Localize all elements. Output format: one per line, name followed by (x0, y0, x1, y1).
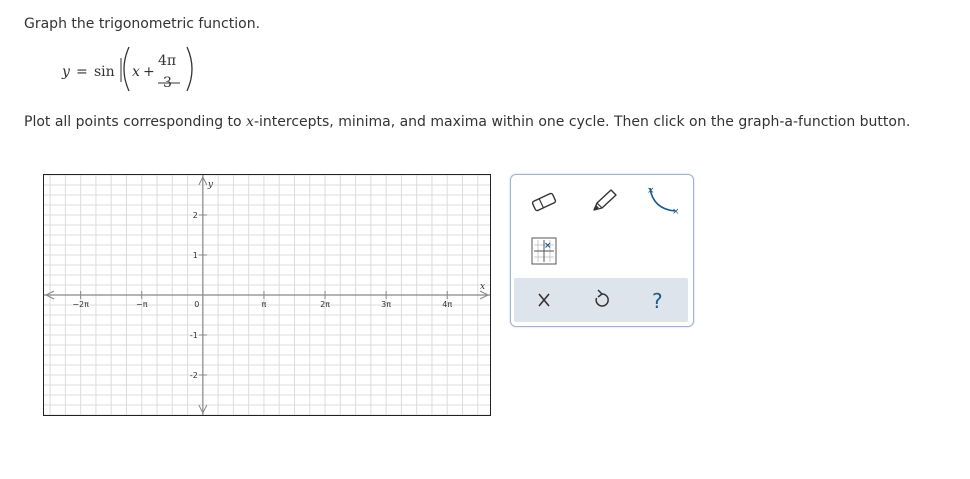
graph-toolbar (510, 174, 694, 327)
x-tick-label: 3π (381, 300, 392, 309)
fraction-bar (158, 72, 180, 74)
svg-text:×: × (647, 186, 655, 196)
y-axis-label: y (207, 180, 213, 190)
x-tick-label: −π (135, 300, 148, 309)
equation-var: x (132, 64, 140, 80)
svg-text:×: × (544, 241, 552, 251)
equation (62, 50, 222, 100)
svg-text:×: × (672, 207, 680, 217)
plot-instruction: Plot all points corresponding to x-intercepts, minima, and maxima within one cycle. Then click on the graph-a-function button. (24, 114, 911, 130)
x-tick-label: 4π (442, 300, 453, 309)
eraser-icon[interactable] (529, 191, 559, 213)
equation-func: sin (94, 64, 115, 80)
action-bar (514, 278, 688, 322)
x-tick-label: −2π (72, 300, 89, 309)
equation-plus: + (143, 64, 155, 80)
y-tick-label: 2 (192, 211, 198, 220)
fraction-denominator: 3 (163, 75, 172, 91)
y-tick-label: -2 (189, 371, 198, 380)
point-plot-icon[interactable] (531, 237, 557, 265)
y-tick-label: 1 (192, 251, 198, 260)
svg-text:?: ? (652, 289, 663, 313)
graph-canvas[interactable] (43, 174, 491, 416)
left-paren-icon (118, 44, 132, 98)
y-tick-label: -1 (189, 331, 198, 340)
clear-button[interactable] (525, 284, 565, 316)
equation-equals: = (76, 64, 88, 80)
question-title: Graph the trigonometric function. (24, 16, 261, 32)
curve-icon[interactable] (645, 183, 681, 217)
right-paren-icon (184, 44, 198, 98)
undo-button[interactable] (582, 284, 622, 316)
x-tick-label: 0 (194, 300, 200, 309)
pencil-icon[interactable] (589, 187, 619, 215)
equation-lhs: y (62, 64, 70, 80)
x-tick-label: 2π (320, 300, 330, 309)
fraction-numerator: 4π (158, 53, 177, 69)
help-button[interactable] (638, 284, 678, 316)
graph-svg[interactable] (44, 175, 490, 415)
x-tick-label: π (261, 300, 267, 309)
x-axis-label: x (480, 282, 486, 292)
